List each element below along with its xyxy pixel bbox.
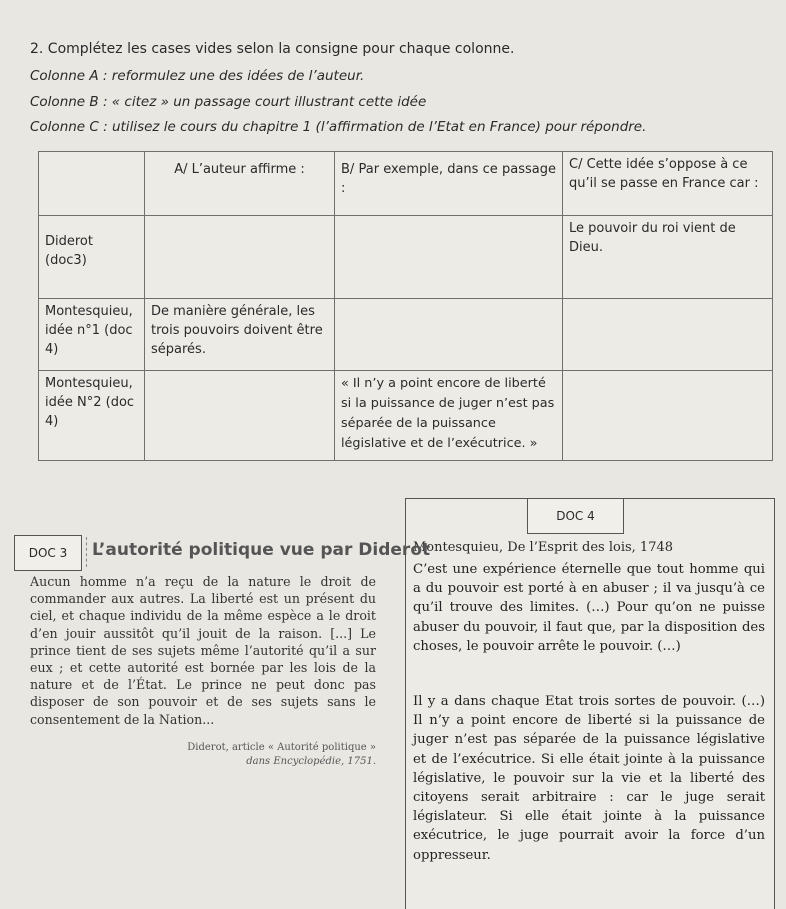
table-row xyxy=(39,299,773,371)
doc3-source-line-1: Diderot, article « Autorité politique » xyxy=(187,742,376,753)
cell-diderot-b[interactable] xyxy=(335,216,563,299)
cell-montesquieu-2-b[interactable]: « Il n’y a point encore de liberté si la puissance de juger n’est pas séparée de la puissance législative et de l’exécutrice. » xyxy=(335,371,563,461)
doc3-source-line-2: dans Encyclopédie, 1751. xyxy=(246,756,376,767)
doc4-paragraph-2: Il y a dans chaque Etat trois sortes de pouvoir. (…) Il n’y a point encore de liberté si la puissance de juger n’est pas séparée de la puissance législative et de l’exécutrice. Si elle était jointe à la puissance législative, le pouvoir sur la vie et la liberté des citoyens serait arbitraire : car le juge serait législateur. Si elle était jointe à la puissance exécutrice, le juge pourrait avoir la force d’un oppresseur. xyxy=(413,694,765,863)
doc3-source xyxy=(120,741,376,769)
doc3-text: Aucun homme n’a reçu de la nature le droit de commander aux autres. La liberté est un présent du ciel, et chaque individu de la même espèce a le droit d’en jouir aussitôt qu’il jouit de la raison. [...] Le prince tient de ses sujets même l’autorité qu’il a sur eux ; et cette autorité est bornée par les lois de la nature et de l’État. Le prince ne peut donc pas disposer de son pouvoir et de ses sujets sans le consentement de la Nation... xyxy=(30,574,376,727)
exercise-heading: 2. Complétez les cases vides selon la consigne pour chaque colonne. xyxy=(30,41,515,57)
doc3-divider xyxy=(86,537,89,567)
table-header-row xyxy=(39,152,773,216)
row-label-montesquieu-2: Montesquieu, idée N°2 (doc 4) xyxy=(39,371,145,461)
instruction-column-a: Colonne A : reformulez une des idées de l’auteur. xyxy=(30,68,365,84)
header-empty-cell xyxy=(39,152,145,216)
cell-montesquieu-1-a[interactable]: De manière générale, les trois pouvoirs doivent être séparés. xyxy=(145,299,335,371)
row-label-montesquieu-1: Montesquieu, idée n°1 (doc 4) xyxy=(39,299,145,371)
row-label-diderot: Diderot (doc3) xyxy=(39,216,145,299)
cell-montesquieu-1-b[interactable] xyxy=(335,299,563,371)
doc3-title: L’autorité politique vue par Diderot xyxy=(92,540,431,560)
cell-diderot-a[interactable] xyxy=(145,216,335,299)
cell-montesquieu-2-a[interactable] xyxy=(145,371,335,461)
doc4-source-header: Montesquieu, De l’Esprit des lois, 1748 xyxy=(413,540,674,555)
cell-montesquieu-2-c[interactable] xyxy=(563,371,773,461)
cell-diderot-c[interactable]: Le pouvoir du roi vient de Dieu. xyxy=(563,216,773,299)
doc4-paragraph-1: C’est une expérience éternelle que tout homme qui a du pouvoir est porté à en abuser ; il va jusqu’à ce qu’il trouve des limites. (…) Pour qu’on ne puisse abuser du pouvoir, il faut que, par la disposition des choses, le pouvoir arrête le pouvoir. (…) xyxy=(413,562,765,654)
instruction-column-b: Colonne B : « citez » un passage court illustrant cette idée xyxy=(30,94,427,110)
header-column-a: A/ L’auteur affirme : xyxy=(145,152,335,216)
exercise-table xyxy=(38,151,773,461)
doc4-tag: DOC 4 xyxy=(527,498,624,534)
header-column-b: B/ Par exemple, dans ce passage : xyxy=(335,152,563,216)
header-column-c: C/ Cette idée s’oppose à ce qu’il se passe en France car : xyxy=(563,152,773,216)
table-row xyxy=(39,371,773,461)
doc3-tag: DOC 3 xyxy=(14,535,82,571)
table-row xyxy=(39,216,773,299)
cell-montesquieu-1-c[interactable] xyxy=(563,299,773,371)
instruction-column-c: Colonne C : utilisez le cours du chapitre 1 (l’affirmation de l’Etat en France) pour répondre. xyxy=(30,119,647,135)
